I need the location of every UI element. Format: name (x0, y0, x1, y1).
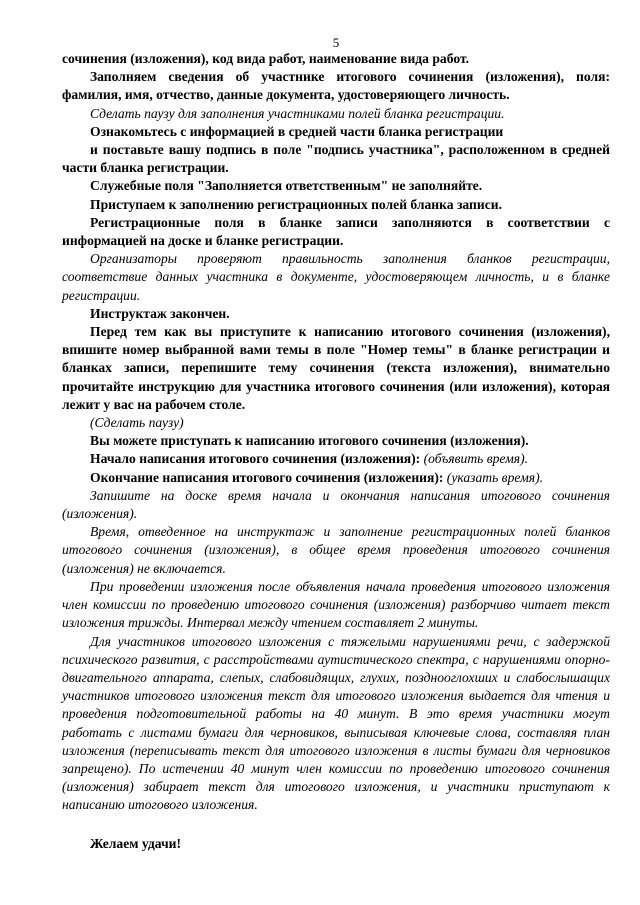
paragraph-reading-text: При проведении изложения после объявления начала проведения итогового изложения член комиссии по проведению итогового сочинения (изложения) разборчиво читает текст изложения трижды. Интервал между чтением составляет 2 минуты. (62, 578, 610, 631)
start-time-label: Начало написания итогового сочинения (изложения): (90, 451, 424, 467)
paragraph-service-fields: Служебные поля "Заполняется ответственным" не заполняйте. (90, 178, 483, 194)
paragraph-start-time (62, 450, 610, 468)
end-time-note: (указать время). (446, 469, 543, 485)
end-time-label: Окончание написания итогового сочинения (изложения): (90, 469, 447, 485)
page-number: 5 (332, 35, 340, 50)
paragraph-pause: (Сделать паузу) (90, 415, 184, 431)
paragraph-pause-registration: Сделать паузу для заполнения участниками полей бланка регистрации. (90, 105, 505, 121)
start-time-note: (объявить время). (423, 451, 529, 467)
spacer (62, 815, 610, 835)
paragraph-special-needs: Для участников итогового изложения с тяжелыми нарушениями речи, с задержкой психического развития, с расстройствами аутистического спектра, с нарушениями опорно-двигательного аппарата, слепых, слабовидящих, глухих, позднооглохших и слабослышащих участников итогового изложения текст для итогового изложения выдается для чтения и проведения подготовительной работы на 40 минут. В это время участники могут работать с листами бумаги для черновиков, выписывая ключевые слова, составляя план изложения (переписывать текст для итогового изложения в листы бумаги для черновиков запрещено). По истечении 40 минут член комиссии по проведению итогового сочинения (изложения) забирает текст для итогового изложения, и участники приступают к написанию итогового изложения. (62, 633, 610, 813)
paragraph-organizers-check: Организаторы проверяют правильность заполнения бланков регистрации, соответствие данных участника в документе, удостоверяющем личность, и в бланке регистрации. (62, 251, 610, 303)
paragraph-write-time-board: Запишите на доске время начала и окончания написания итогового сочинения (изложения). (62, 487, 610, 522)
closing-wish: Желаем удачи! (90, 835, 181, 851)
paragraph-start-record-fields: Приступаем к заполнению регистрационных полей бланка записи. (90, 196, 502, 212)
paragraph-read-info: Ознакомьтесь с информацией в средней части бланка регистрации (90, 123, 504, 139)
paragraph-may-start: Вы можете приступать к написанию итогового сочинения (изложения). (90, 433, 529, 449)
paragraph-work-type: сочинения (изложения), код вида работ, наименование вида работ. (62, 51, 470, 66)
paragraph-record-fields: Регистрационные поля в бланке записи заполняются в соответствии с информацией на доске и бланке регистрации. (62, 214, 610, 249)
paragraph-end-time (62, 469, 610, 487)
paragraph-briefing-end: Инструктаж закончен. (90, 305, 230, 321)
paragraph-signature: и поставьте вашу подпись в поле "подпись участника", расположенном в средней части бланка регистрации. (62, 142, 610, 176)
document-body (62, 50, 610, 853)
paragraph-before-start: Перед тем как вы приступите к написанию итогового сочинения (изложения), впишите номер выбранной вами темы в поле "Номер темы" в бланке регистрации и бланках записи, перепишите тему сочинения (текста изложения), внимательно прочитайте инструкцию для участника итогового сочинения (или изложения), которая лежит у вас на рабочем столе. (62, 324, 610, 412)
paragraph-time-excluded: Время, отведенное на инструктаж и заполнение регистрационных полей бланков итогового сочинения (изложения), в общее время проведения итогового сочинения (изложения) не включается. (62, 524, 610, 576)
paragraph-participant-info: Заполняем сведения об участнике итогового сочинения (изложения), поля: фамилия, имя, отчество, данные документа, удостоверяющего личность. (62, 69, 610, 103)
